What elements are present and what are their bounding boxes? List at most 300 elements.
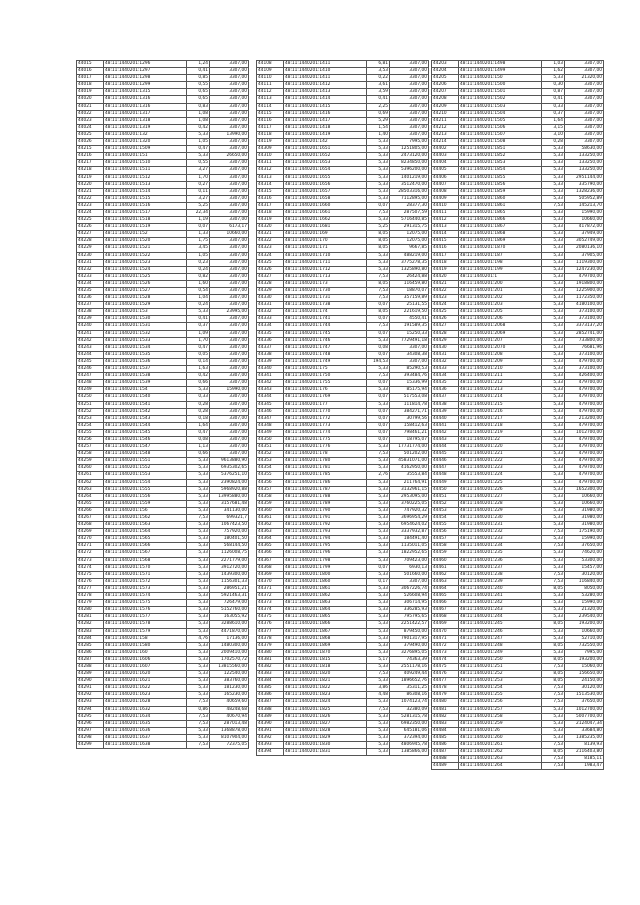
table-row [77,699,249,706]
table-row [257,422,429,429]
value-cell: 40659,60 [210,699,249,706]
cadastral-number-cell: 48:11:1440201:1518 [104,217,187,224]
value-cell: 1247230,00 [565,266,604,273]
row-id-cell: 44356 [257,479,284,486]
cadastral-number-cell: 48:11:1440201:1770 [284,408,367,415]
row-id-cell: 44454 [432,515,459,522]
value-cell: 3307,00 [210,217,249,224]
cadastral-number-cell: 48:11:1440201:225 [459,479,542,486]
row-id-cell: 44325 [257,259,284,266]
cadastral-number-cell: 48:11:1440201:173 [284,280,367,287]
row-id-cell: 44277 [77,585,104,592]
table-row [257,323,429,330]
table-row [77,706,249,713]
cadastral-number-cell: 48:11:1440201:156 [104,507,187,514]
cadastral-number-cell: 48:11:1440201:1508 [459,139,542,146]
cadastral-number-cell: 48:11:1440201:1320 [104,139,187,146]
row-id-cell: 44205 [432,75,459,82]
value-cell: 211764,91 [390,479,429,486]
row-id-cell: 44286 [77,649,104,656]
value-cell: 21320,00 [565,75,604,82]
value-cell: 5376251,10 [210,472,249,479]
area-cell: 1,09 [187,330,210,337]
row-id-cell: 44251 [77,401,104,408]
row-id-cell: 44293 [77,699,104,706]
table-row [257,295,429,302]
table-row [77,96,249,103]
cadastral-number-cell: 48:11:1440201:232 [459,529,542,536]
area-cell: 5,33 [367,160,390,167]
area-cell: 1,64 [542,117,565,124]
area-cell: 1,64 [187,422,210,429]
cadastral-number-cell: 48:11:1440201:1555 [104,486,187,493]
table-row [77,160,249,167]
table-row [257,131,429,138]
row-id-cell: 44390 [257,720,284,727]
area-cell: 5,33 [542,429,565,436]
area-cell: 1,70 [187,174,210,181]
table-row [77,529,249,536]
row-id-cell: 44468 [432,614,459,621]
cadastral-number-cell: 48:11:1440201:224 [459,472,542,479]
table-row [432,706,604,713]
area-cell: 7,53 [367,451,390,458]
value-cell: 17731774,00 [390,444,429,451]
value-cell: 5968920,88 [210,486,249,493]
row-id-cell: 44215 [77,146,104,153]
table-row [432,358,604,365]
area-cell: 5,33 [542,373,565,380]
row-id-cell: 44242 [77,337,104,344]
table-row [432,337,604,344]
area-cell: 5,17 [367,656,390,663]
value-cell: 72375,05 [210,742,249,749]
row-id-cell: 44335 [257,330,284,337]
area-cell: 0,07 [367,408,390,415]
table-row [257,309,429,316]
table-row [432,649,604,656]
value-cell: 6982350,00 [390,720,429,727]
row-id-cell: 44479 [432,692,459,699]
cadastral-number-cell: 48:11:1440201:1772 [284,415,367,422]
value-cell: 384271,71 [390,408,429,415]
area-cell: 7,53 [542,742,565,749]
table-row [77,380,249,387]
area-cell: 7,53 [542,692,565,699]
value-cell: 58630,00 [565,146,604,153]
table-row [257,75,429,82]
area-cell: 0,23 [187,259,210,266]
row-id-cell: 44421 [432,280,459,287]
cadastral-number-cell: 48:11:1440201:244 [459,614,542,621]
area-cell: 5,33 [187,131,210,138]
row-id-cell: 44221 [77,188,104,195]
row-id-cell: 44289 [77,671,104,678]
table-row [432,266,604,273]
row-id-cell: 44231 [77,259,104,266]
value-cell: 13990,00 [210,131,249,138]
row-id-cell: 44385 [257,685,284,692]
value-cell: 3307,00 [390,124,429,131]
cadastral-number-cell: 48:11:1440201:1865 [284,614,367,621]
cadastral-number-cell: 48:11:1440201:254 [459,685,542,692]
value-cell: 1012700,00 [565,429,604,436]
table-row [257,195,429,202]
cadastral-number-cell: 48:11:1440201:1851 [459,146,542,153]
value-cell: 372394,00 [390,734,429,741]
table-row [257,451,429,458]
row-id-cell: 44237 [77,302,104,309]
table-row [257,117,429,124]
cadastral-number-cell: 48:11:1440201:1658 [284,195,367,202]
value-cell: 3307,00 [210,181,249,188]
value-cell: 3307,00 [210,209,249,216]
value-cell: 3696954,29 [390,515,429,522]
row-id-cell: 44355 [257,472,284,479]
cadastral-number-cell: 48:11:1440201:261 [459,742,542,749]
row-id-cell: 44309 [257,146,284,153]
table-row [257,266,429,273]
cadastral-number-cell: 48:11:1440201:201 [459,288,542,295]
table-row [77,188,249,195]
row-id-cell: 44336 [257,337,284,344]
row-id-cell: 44374 [257,607,284,614]
area-cell: 1,75 [187,238,210,245]
table-row [77,585,249,592]
cadastral-number-cell: 48:11:1440201:1317 [104,110,187,117]
cadastral-number-cell: 48:11:1440201:222 [459,458,542,465]
cadastral-number-cell: 48:11:1440201:1512 [104,174,187,181]
table-row [77,266,249,273]
value-cell: 1480300,00 [210,642,249,649]
table-row [77,351,249,358]
value-cell: 3307,00 [210,408,249,415]
row-id-cell: 44271 [77,543,104,550]
cadastral-number-cell: 48:11:1440201:1868 [284,635,367,642]
table-row [77,323,249,330]
area-cell: 5,33 [367,174,390,181]
value-cell: 175190,00 [565,529,604,536]
cadastral-number-cell: 48:11:1440201:200 [459,280,542,287]
table-row [77,82,249,89]
table-row [257,671,429,678]
cadastral-number-cell: 48:11:1440201:246 [459,628,542,635]
value-cell: 479700,00 [565,273,604,280]
area-cell: 5,33 [367,585,390,592]
value-cell: 383760,00 [210,678,249,685]
value-cell: 6930,13 [390,564,429,571]
cadastral-number-cell: 48:11:1440201:1796 [284,550,367,557]
table-row [432,486,604,493]
value-cell: 2852741,00 [565,330,604,337]
table-row [257,366,429,373]
table-row [257,536,429,543]
area-cell: 5,33 [367,444,390,451]
value-cell: 3307,00 [210,422,249,429]
cadastral-number-cell: 48:11:1440201:1654 [284,167,367,174]
table-row [77,139,249,146]
row-id-cell: 44327 [257,273,284,280]
table-row [77,358,249,365]
row-id-cell: 44373 [257,600,284,607]
cadastral-number-cell: 48:11:1440201:1821 [284,678,367,685]
cadastral-number-cell: 48:11:1440201:1815 [284,656,367,663]
row-id-cell: 44020 [77,96,104,103]
row-id-cell: 44417 [432,252,459,259]
row-id-cell: 44370 [257,578,284,585]
row-id-cell: 44431 [432,351,459,358]
value-cell: 3307,00 [565,96,604,103]
area-cell: 5,33 [367,593,390,600]
row-id-cell: 44330 [257,295,284,302]
cadastral-number-cell: 48:11:1440201:264 [459,763,542,770]
cadastral-number-cell: 48:11:1440201:1509 [104,146,187,153]
table-row [432,600,604,607]
value-cell: 5281315,78 [390,713,429,720]
cadastral-number-cell: 48:11:1440201:227 [459,493,542,500]
row-id-cell: 44310 [257,153,284,160]
value-cell: 479700,00 [565,401,604,408]
row-id-cell: 44295 [77,713,104,720]
row-id-cell: 44403 [432,153,459,160]
cadastral-number-cell: 48:11:1440201:1410 [284,68,367,75]
cadastral-number-cell: 48:11:1440201:1545 [104,429,187,436]
value-cell: 3307,00 [210,444,249,451]
value-cell: 1368878,00 [210,727,249,734]
table-row [77,429,249,436]
table-row [432,68,604,75]
table-row [432,217,604,224]
cadastral-number-cell: 48:11:1440201:1539 [104,380,187,387]
table-row [432,394,604,401]
area-cell: 5,33 [367,366,390,373]
area-cell: 5,33 [542,593,565,600]
value-cell: 1074123,74 [390,699,429,706]
cadastral-number-cell: 48:11:1440201:1623 [104,692,187,699]
table-row [432,578,604,585]
cadastral-number-cell: 48:11:1440201:1741 [284,316,367,323]
value-cell: 3307,00 [565,117,604,124]
row-id-cell: 44391 [257,727,284,734]
cadastral-number-cell: 48:11:1440201:171 [284,245,367,252]
value-cell: 479700,00 [565,458,604,465]
area-cell: 5,33 [542,273,565,280]
area-cell: 1,08 [187,117,210,124]
row-id-cell: 44449 [432,479,459,486]
table-row [432,621,604,628]
area-cell: 5,33 [542,309,565,316]
table-row [432,117,604,124]
area-cell: 5,33 [542,259,565,266]
value-cell: 26650,00 [210,153,249,160]
table-row [432,103,604,110]
cadastral-number-cell: 48:11:1440201:257 [459,706,542,713]
cadastral-number-cell: 48:11:1440201:1525 [104,273,187,280]
cadastral-number-cell: 48:11:1440201:1660 [284,202,367,209]
row-id-cell: 44393 [257,742,284,749]
value-cell: 156650,00 [565,671,604,678]
row-id-cell: 44118 [257,131,284,138]
row-id-cell: 44288 [77,663,104,670]
cadastral-number-cell: 48:11:1440201:1870 [284,649,367,656]
value-cell: 3307,00 [210,117,249,124]
cadastral-number-cell: 48:11:1440201:1661 [284,209,367,216]
cadastral-number-cell: 48:11:1440201:1820 [284,671,367,678]
area-cell: 0,33 [187,394,210,401]
table-row [77,678,249,685]
value-cell: 526608,94 [390,593,429,600]
table-row [257,273,429,280]
table-row [257,82,429,89]
value-cell: 1983,47 [565,763,604,770]
cadastral-number-cell: 48:11:1440201:235 [459,550,542,557]
area-cell: 5,33 [542,557,565,564]
table-row [77,692,249,699]
cadastral-number-cell: 48:11:1440201:169 [284,231,367,238]
table-row [432,366,604,373]
row-id-cell: 44110 [257,75,284,82]
cadastral-number-cell: 48:11:1440201:1869 [284,642,367,649]
value-cell: 1652300,00 [565,486,604,493]
row-id-cell: 44224 [77,209,104,216]
value-cell: 3307,00 [565,124,604,131]
row-id-cell: 44281 [77,614,104,621]
cadastral-number-cell: 48:11:1440201:26 [459,727,542,734]
row-id-cell: 44429 [432,337,459,344]
cadastral-number-cell: 48:11:1440201:1566 [104,543,187,550]
area-cell: 5,33 [367,621,390,628]
table-row [257,202,429,209]
row-id-cell: 44282 [77,621,104,628]
table-row [432,89,604,96]
cadastral-number-cell: 48:11:1440201:1559 [104,500,187,507]
area-cell: 5,33 [542,75,565,82]
cadastral-number-cell: 48:11:1440201:1867 [284,628,367,635]
table-row [432,181,604,188]
value-cell: 239540,00 [565,614,604,621]
row-id-cell: 44329 [257,288,284,295]
area-cell: 7,53 [187,515,210,522]
table-row [257,337,429,344]
value-cell: 373100,00 [565,309,604,316]
value-cell: 3307,00 [565,82,604,89]
cadastral-number-cell: 48:11:1440201:1750 [284,373,367,380]
row-id-cell: 44358 [257,493,284,500]
area-cell: 3,86 [367,685,390,692]
area-cell: 7,53 [542,763,565,770]
cadastral-number-cell: 48:11:1440201:150 [459,75,542,82]
table-row [77,500,249,507]
row-id-cell: 44109 [257,68,284,75]
area-cell: 5,29 [367,117,390,124]
value-cell: 7112895,00 [390,195,429,202]
area-cell: 1,60 [187,280,210,287]
value-cell: 645181,06 [390,727,429,734]
cadastral-number-cell: 48:11:1440201:1861 [284,585,367,592]
table-row [257,614,429,621]
row-id-cell: 44116 [257,117,284,124]
cadastral-number-cell: 48:11:1440201:1529 [104,302,187,309]
cadastral-number-cell: 48:11:1440201:1747 [284,344,367,351]
area-cell: 1,54 [367,124,390,131]
cadastral-number-cell: 48:11:1440201:1653 [284,160,367,167]
table-row [432,408,604,415]
area-cell: 5,33 [367,663,390,670]
table-row [432,75,604,82]
row-id-cell: 44471 [432,635,459,642]
row-id-cell: 44415 [432,238,459,245]
cadastral-number-cell: 48:11:1440201:1622 [104,685,187,692]
row-id-cell: 44316 [257,195,284,202]
value-cell: 13995880,00 [210,493,249,500]
row-id-cell: 44348 [257,422,284,429]
cadastral-number-cell: 48:11:1440201:255 [459,692,542,699]
cadastral-number-cell: 48:11:1440201:1621 [104,678,187,685]
table-row [257,167,429,174]
value-cell: 48248,68 [210,706,249,713]
row-id-cell: 44233 [77,273,104,280]
row-id-cell: 44365 [257,543,284,550]
table-column-2 [256,60,429,756]
cadastral-number-cell: 48:11:1440201:1798 [284,557,367,564]
area-cell: 5,33 [187,571,210,578]
row-id-cell: 44206 [432,82,459,89]
row-id-cell: 44333 [257,316,284,323]
row-id-cell: 44439 [432,408,459,415]
value-cell: 10660,00 [565,500,604,507]
row-id-cell: 44218 [77,167,104,174]
cadastral-number-cell: 48:11:1440201:1574 [104,593,187,600]
area-cell: 5,33 [367,742,390,749]
table-row [257,522,429,529]
table-row [257,415,429,422]
cadastral-number-cell: 48:11:1440201:1789 [284,500,367,507]
area-cell: 5,33 [187,550,210,557]
cadastral-number-cell: 48:11:1440201:1296 [104,61,187,68]
cadastral-number-cell: 48:11:1440201:1547 [104,444,187,451]
row-id-cell: 44211 [432,117,459,124]
table-row [77,124,249,131]
area-cell: 5,33 [367,458,390,465]
row-id-cell: 44246 [77,366,104,373]
value-cell: 1385235,00 [565,734,604,741]
table-row [77,252,249,259]
cadastral-number-cell: 48:11:1440201:1530 [104,316,187,323]
table-row [257,564,429,571]
table-column-3 [431,60,604,770]
cadastral-number-cell: 48:11:1440201:1856 [459,181,542,188]
area-cell: 3,27 [187,195,210,202]
row-id-cell: 44465 [432,593,459,600]
table-row [257,479,429,486]
table-row [77,167,249,174]
table-row [257,288,429,295]
row-id-cell: 44346 [257,408,284,415]
row-id-cell: 44422 [432,288,459,295]
cadastral-number-cell: 48:11:1440201:205 [459,309,542,316]
table-row [432,252,604,259]
cadastral-number-cell: 48:11:1440201:1862 [284,593,367,600]
area-cell: 5,33 [542,493,565,500]
cadastral-number-cell: 48:11:1440201:1824 [284,699,367,706]
area-cell: 5,33 [367,727,390,734]
cadastral-number-cell: 48:11:1440201:1620 [104,671,187,678]
area-cell: 5,33 [542,564,565,571]
area-cell: 0,07 [367,380,390,387]
value-cell: 74363,39 [390,656,429,663]
row-id-cell: 44483 [432,720,459,727]
value-cell: 10660,00 [210,231,249,238]
